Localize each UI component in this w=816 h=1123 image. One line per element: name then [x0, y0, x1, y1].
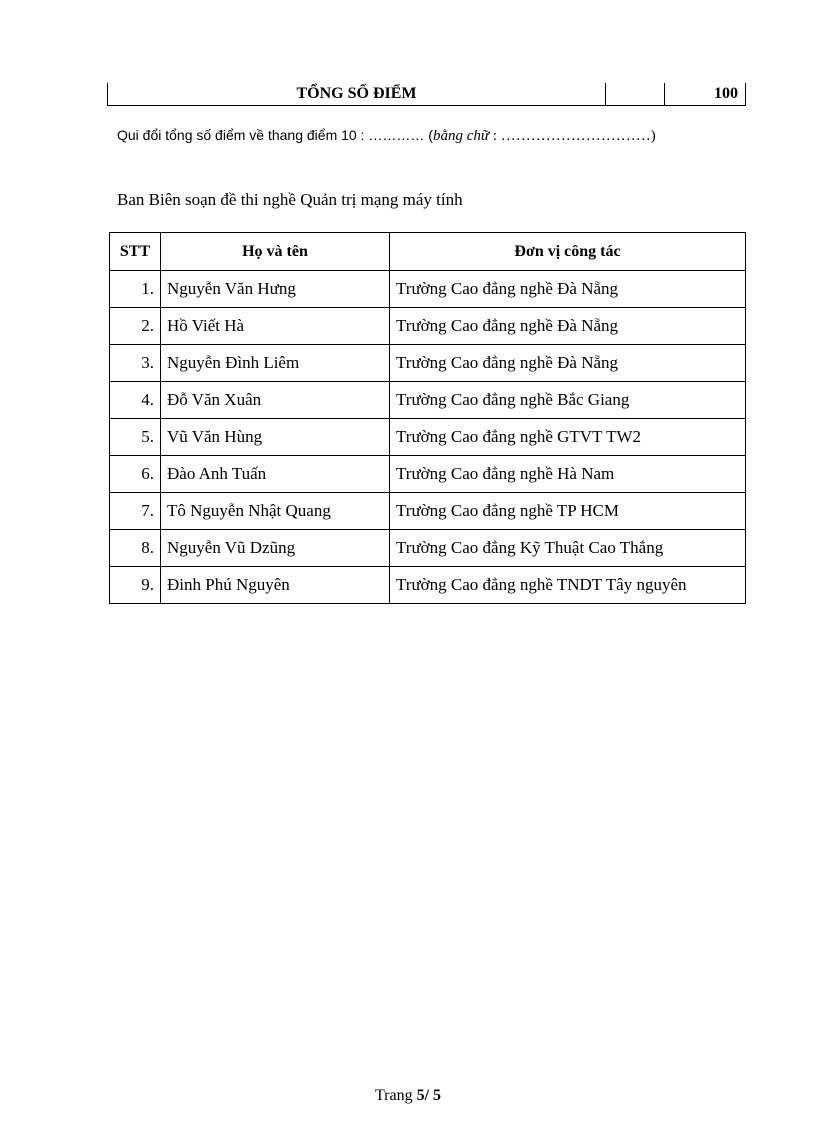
members-table: [109, 232, 746, 604]
table-row: [110, 271, 746, 308]
page-footer: [0, 1087, 816, 1105]
conversion-italic: bằng chữ: [432, 128, 490, 144]
total-score-label: TỔNG SỐ ĐIỂM: [296, 85, 417, 102]
total-score-value: 100: [714, 85, 738, 102]
row-unit: Trường Cao đẳng nghề TP HCM: [390, 493, 746, 530]
row-stt: 4.: [110, 382, 161, 419]
row-unit: Trường Cao đẳng nghề Bắc Giang: [390, 382, 746, 419]
board-title: Ban Biên soạn đề thi nghề Quản trị mạng máy tính: [117, 190, 463, 209]
row-unit: Trường Cao đẳng nghề TNDT Tây nguyên: [390, 567, 746, 604]
column-divider: [664, 83, 665, 105]
row-stt: 3.: [110, 345, 161, 382]
row-unit: Trường Cao đẳng nghề Đà Nẵng: [390, 308, 746, 345]
row-name: Nguyễn Văn Hưng: [161, 271, 390, 308]
conversion-text: Qui đổi tổng số điểm về thang điểm 10 : ………… (: [117, 127, 433, 143]
conversion-rest: : …………………………): [489, 128, 656, 144]
row-name: Đào Anh Tuấn: [161, 456, 390, 493]
table-row: [110, 567, 746, 604]
table-row: [110, 530, 746, 567]
row-stt: 1.: [110, 271, 161, 308]
row-name: Nguyễn Vũ Dzũng: [161, 530, 390, 567]
page-number: 5/ 5: [416, 1087, 442, 1104]
row-unit: Trường Cao đẳng nghề Đà Nẵng: [390, 271, 746, 308]
row-name: Vũ Văn Hùng: [161, 419, 390, 456]
row-name: Đinh Phú Nguyên: [161, 567, 390, 604]
row-unit: Trường Cao đẳng nghề GTVT TW2: [390, 419, 746, 456]
table-row: [110, 345, 746, 382]
row-stt: 6.: [110, 456, 161, 493]
table-row: [110, 456, 746, 493]
table-row: [110, 419, 746, 456]
row-name: Đỗ Văn Xuân: [161, 382, 390, 419]
row-name: Hồ Viết Hà: [161, 308, 390, 345]
table-row: [110, 308, 746, 345]
header-unit: Đơn vị công tác: [390, 233, 746, 271]
page-label: Trang: [374, 1087, 417, 1104]
table-row: [110, 493, 746, 530]
column-divider: [605, 83, 606, 105]
row-unit: Trường Cao đẳng nghề Đà Nẵng: [390, 345, 746, 382]
row-stt: 8.: [110, 530, 161, 567]
row-stt: 2.: [110, 308, 161, 345]
row-name: Tô Nguyễn Nhật Quang: [161, 493, 390, 530]
header-name: Họ và tên: [161, 233, 390, 271]
table-row: [110, 382, 746, 419]
header-stt: STT: [110, 233, 161, 271]
row-stt: 9.: [110, 567, 161, 604]
row-stt: 7.: [110, 493, 161, 530]
total-score-row: [107, 83, 746, 106]
row-stt: 5.: [110, 419, 161, 456]
row-unit: Trường Cao đẳng Kỹ Thuật Cao Thắng: [390, 530, 746, 567]
row-name: Nguyễn Đình Liêm: [161, 345, 390, 382]
table-header-row: [110, 233, 746, 271]
score-conversion-line: [117, 127, 656, 145]
row-unit: Trường Cao đẳng nghề Hà Nam: [390, 456, 746, 493]
